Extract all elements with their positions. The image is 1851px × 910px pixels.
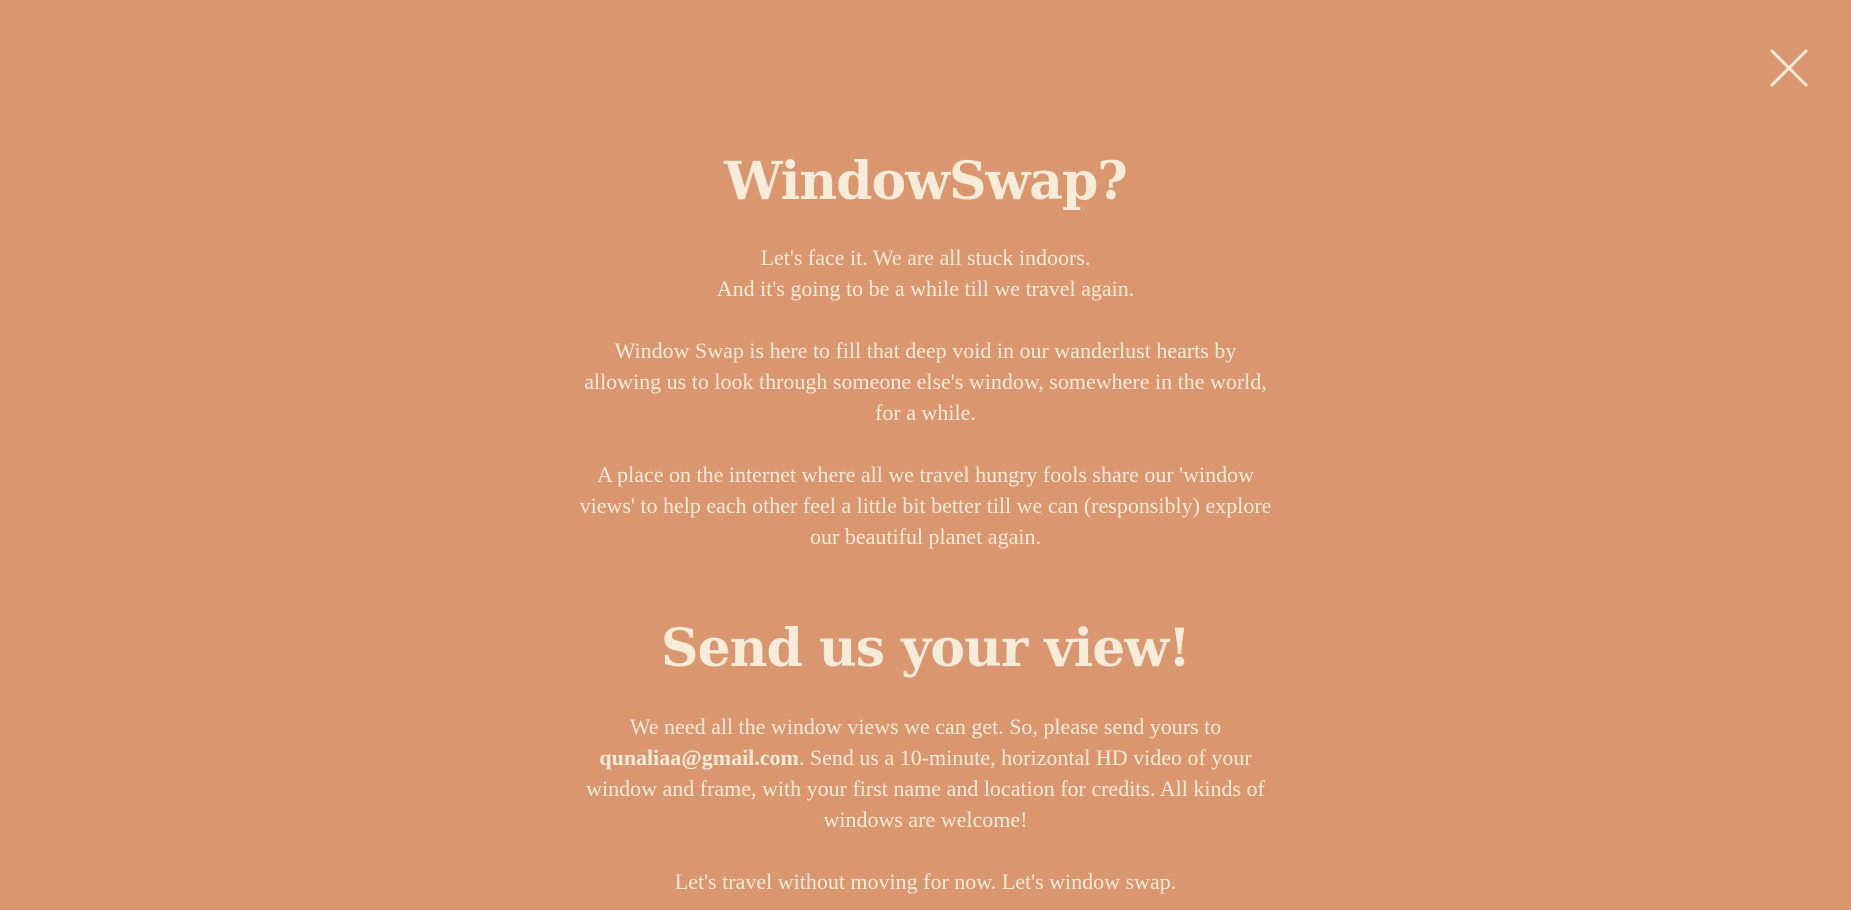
intro-line-1: Let's face it. We are all stuck indoors. xyxy=(760,245,1091,270)
closing-text: Let's travel without moving for now. Let's window swap. xyxy=(674,869,1177,894)
intro-text xyxy=(576,242,1276,304)
about-content xyxy=(0,150,1851,897)
submit-text-before-email: We need all the window views we can get. So, please send yours to xyxy=(629,714,1222,739)
about-heading: WindowSwap? xyxy=(724,151,1127,212)
submit-instructions xyxy=(576,711,1276,835)
about-paragraph-3: A place on the internet where all we travel hungry fools share our 'window views' to help each other feel a little bit better till we can (responsibly) explore our beautiful planet again. xyxy=(579,462,1272,549)
submit-heading: Send us your view! xyxy=(661,618,1190,679)
email-address: qunaliaa@gmail.com xyxy=(599,745,799,770)
close-button[interactable] xyxy=(1769,48,1809,88)
intro-line-2: And it's going to be a while till we travel again. xyxy=(716,276,1135,301)
close-icon xyxy=(1769,48,1809,88)
about-paragraph-2: Window Swap is here to fill that deep void in our wanderlust hearts by allowing us to look through someone else's window, somewhere in the world, for a while. xyxy=(584,338,1267,425)
submit-text-after-email: . Send us a 10-minute, horizontal HD video of your window and frame, with your first name and location for credits. All kinds of windows are welcome! xyxy=(586,745,1265,832)
